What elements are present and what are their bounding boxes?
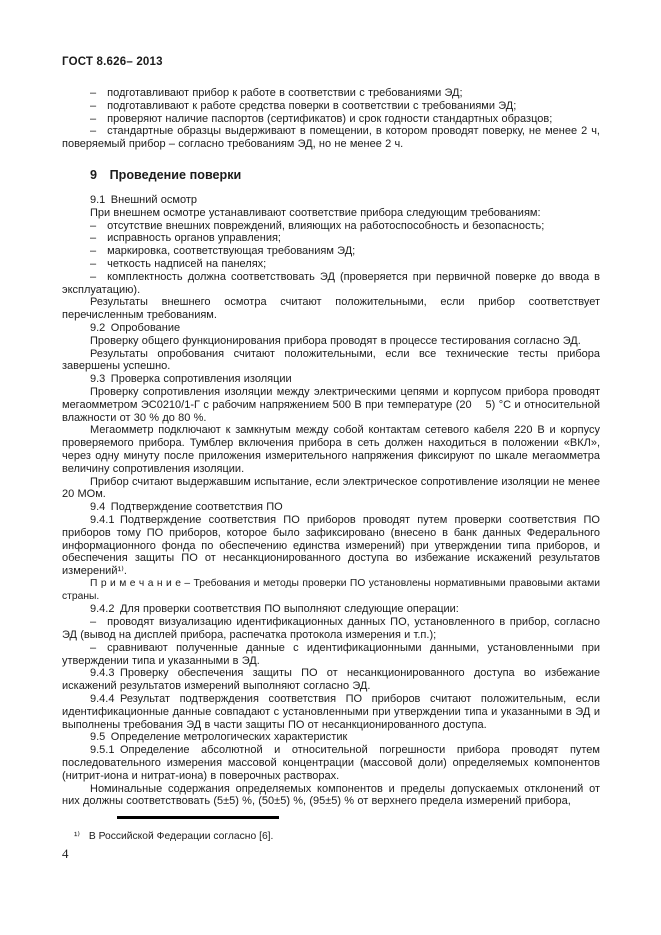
paragraph: 9.4 Подтверждение соответствия ПО <box>90 501 283 514</box>
note-paragraph: П р и м е ч а н и е – Требования и методы проверки ПО установлены нормативными правовыми актами страны. <box>62 577 600 602</box>
list-item: – подготавливают прибор к работе в соответствии с требованиями ЭД; <box>90 87 463 99</box>
footnote-marker: ¹⁾ <box>74 831 80 842</box>
list-item: – стандартные образцы выдерживают в помещении, в котором проводят поверку, не менее 2 ч, поверяемый прибор – согласно требованиям ЭД, но не менее 2 ч. <box>62 125 600 151</box>
paragraph: 9.3 Проверка сопротивления изоляции <box>90 373 292 386</box>
paragraph: Мегаомметр подключают к замкнутым между собой контактам сетевого кабеля 220 В и корпусу проверяемого прибора. Тумблер включения прибора в сеть должен находиться в положении «ВКЛ», через одну минуту после приложения измерительного напряжения фиксируют по шкале мегаомметра величину сопротивления изоляции. <box>62 424 600 475</box>
footnote <box>62 831 600 843</box>
paragraph: При внешнем осмотре устанавливают соответствие прибора следующим требованиям: <box>90 206 541 219</box>
section-heading: 9 Проведение поверки <box>90 167 242 182</box>
paragraph: Проверку общего функционирования прибора проводят в процессе тестирования согласно ЭД. <box>90 334 581 347</box>
list-item: – проводят визуализацию идентификационных данных ПО, установленного в прибор, согласно ЭД (вывод на дисплей прибора, распечатка протокола измерения и т.п.); <box>62 616 600 642</box>
paragraph: Номинальные содержания определяемых компонентов и пределы допускаемых отклонений от них должны соответствовать (5±5) %, (50±5) %, (95±5) % от верхнего предела измерений прибора, <box>62 782 600 808</box>
paragraph: Результаты внешнего осмотра считают положительными, если прибор соответствует перечисленным требованиям. <box>62 296 600 322</box>
list-item: – подготавливают к работе средства поверки в соответствии с требованиями ЭД; <box>90 99 517 112</box>
paragraph: Проверку сопротивления изоляции между электрическими цепями и корпусом прибора проводят мегаомметром ЭС0210/1-Г с рабочим напряжением 500 В при температуре (20 5) °С и относительной влажности от 30 % до 80 %. <box>62 385 600 424</box>
list-item: – сравнивают полученные данные с идентификационными данными, установленными при утверждении типа и указанными в ЭД. <box>62 641 600 667</box>
list-item: – четкость надписей на панелях; <box>90 257 267 270</box>
list-item: – отсутствие внешних повреждений, влияющих на работоспособность и безопасность; <box>90 219 545 232</box>
document-body <box>62 87 600 808</box>
paragraph: 9.2 Опробование <box>90 321 181 334</box>
page-number: 4 <box>62 846 69 861</box>
paragraph: 9.5.1 Определение абсолютной и относительной погрешности прибора проводят путем последовательного измерения массовой концентрации (массовой доли) определяемых компонентов (нитрит-иона и нитрат-иона) в поверочных растворах. <box>62 744 600 782</box>
paragraph: 9.4.2 Для проверки соответствия ПО выполняют следующие операции: <box>90 603 459 616</box>
paragraph: Результаты опробования считают положительными, если все технические тесты прибора завершены успешно. <box>62 347 600 373</box>
list-item: – проверяют наличие паспортов (сертификатов) и срок годности стандартных образцов; <box>90 112 553 125</box>
paragraph: 9.4.4 Результат подтверждения соответствия ПО приборов считают положительным, если идентификационные данные совпадают с установленными при утверждении типа и указанными в ЭД и выполнены требования ЭД в части защиты ПО от несанкционированного доступа. <box>62 693 600 731</box>
paragraph: 9.4.1 Подтверждение соответствия ПО приборов проводят путем проверки соответствия ПО приборов тому ПО приборов, которое было зафиксировано (внесено в банк данных Федерального информационного фонда по обеспечению единства измерений) при утверждении типа приборов, и обеспечения защиты ПО от несанкционированного доступа во избежание искажений результатов измерений¹⁾. <box>62 513 600 578</box>
paragraph: 9.5 Определение метрологических характеристик <box>90 731 348 744</box>
footnote-separator-rule <box>117 816 279 819</box>
document-header-title: ГОСТ 8.626– 2013 <box>62 56 163 68</box>
paragraph: 9.4.3 Проверку обеспечения защиты ПО от несанкционированного доступа во избежание искажений результатов измерений выполняют согласно ЭД. <box>62 667 600 693</box>
paragraph: 9.1 Внешний осмотр <box>90 193 197 206</box>
paragraph: Прибор считают выдержавшим испытание, если электрическое сопротивление изоляции не менее 20 МОм. <box>62 475 600 501</box>
footnote-text: В Российской Федерации согласно [6]. <box>88 831 274 842</box>
list-item: – маркировка, соответствующая требованиям ЭД; <box>90 245 356 258</box>
list-item: – исправность органов управления; <box>90 232 281 245</box>
list-item: – комплектность должна соответствовать ЭД (проверяется при первичной поверке до ввода в эксплуатацию). <box>62 270 600 296</box>
